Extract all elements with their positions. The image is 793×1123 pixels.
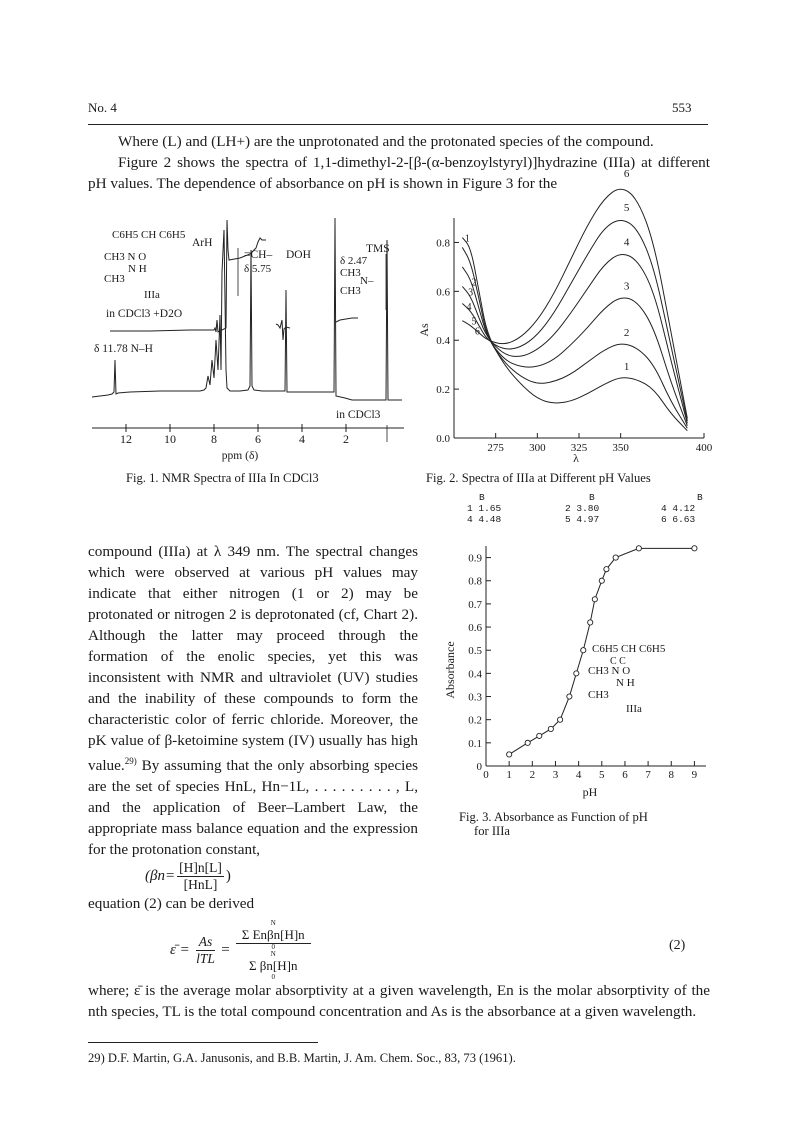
fig3-y-tick-label: 0: [476, 761, 482, 773]
fig2-y-tick-label: 0.6: [436, 286, 450, 299]
page-number: 553: [672, 100, 692, 115]
fig2-series-line-6: [462, 189, 687, 418]
fig3-struct-ch3: CH3: [588, 689, 609, 701]
fig2-legend-val: 3.80: [576, 503, 600, 514]
fig3-struct-n: N H: [616, 677, 635, 689]
fig1-struct-n: N H: [128, 263, 147, 275]
footnote-rule: [88, 1042, 318, 1043]
fig2-legend-val: 1.65: [478, 503, 502, 514]
fig1-tick-12: 12: [120, 432, 132, 446]
fig2-curve-label-left: 3: [468, 287, 474, 299]
running-header-left: No. 4: [88, 100, 117, 115]
equation-2: [170, 920, 311, 981]
fig1-nme-ch3a: CH3: [340, 267, 361, 279]
fig3-x-tick-label: 6: [622, 769, 628, 781]
fig3-data-point: [537, 733, 542, 738]
eq2-denominator: Σ βn[H]n: [248, 958, 298, 973]
intro-paragraph-2: Figure 2 shows the spectra of 1,1-dimethyl-2-[β-(α-benzoylstyryl)]hydrazine (IIIa) at different pH values. The dependence of absorbance on pH is shown in Figure 3 for the: [88, 154, 710, 192]
fig2-y-tick-label: 0.4: [436, 335, 450, 348]
fig3-data-point: [588, 620, 593, 625]
fig3-y-tick-label: 0.8: [468, 575, 482, 588]
eq2-sum-top-2: N: [270, 950, 276, 958]
fig3-data-point: [581, 648, 586, 653]
figure-3-absorbance-ph: [440, 540, 712, 802]
fig1-tms-label: TMS: [366, 243, 390, 255]
fig2-x-label: λ: [573, 451, 579, 465]
fig3-x-tick-label: 5: [599, 769, 605, 781]
fig3-y-tick-label: 0.4: [468, 668, 482, 681]
fig1-cdcl3-label: in CDCl3: [336, 409, 381, 421]
fig2-curve-label-right: 5: [623, 202, 630, 215]
fig2-legend-num: 4: [467, 514, 473, 525]
fig3-caption-line-1: Fig. 3. Absorbance as Function of pH: [459, 810, 648, 824]
fig3-y-tick-label: 0.2: [468, 714, 482, 727]
fig3-data-point: [525, 740, 530, 745]
fig1-ch-label: =CH–: [244, 249, 273, 261]
bottom-paragraph: where; ε̄ is the average molar absorptivity at a given wavelength, En is the molar absorptivity of the nth species, TL is the total compound concentration and As is the absorbance at a given wavelength.: [88, 982, 710, 1020]
fig2-series-line-1: [462, 238, 687, 431]
eq2-fraction-2: [236, 920, 311, 981]
fig1-nh-label: δ 11.78 N–H: [94, 343, 153, 355]
fig2-curve-label-right: 6: [623, 167, 630, 180]
fig2-legend-head-3: B: [697, 492, 703, 503]
fig2-legend-num: 2: [565, 503, 571, 514]
equation-beta: [145, 860, 231, 893]
fig2-curve-label-left: 4: [466, 302, 472, 313]
eq1-denominator: [HnL]: [183, 877, 218, 892]
fig3-y-tick-label: 0.7: [468, 598, 482, 611]
fig3-x-tick-label: 2: [529, 769, 536, 781]
fig2-curve-label-right: 3: [623, 280, 630, 293]
fig3-data-point: [636, 546, 641, 551]
eq2-sum-top: N: [270, 919, 276, 927]
fig2-legend-row-2: [467, 514, 707, 525]
eq1-numerator: [H]n[L]: [179, 860, 222, 875]
fig2-curve-label-right: 1: [623, 361, 630, 373]
fig1-solvent-label: in CDCl3 +D2O: [106, 308, 183, 320]
fig1-arh-label: ArH: [192, 237, 213, 249]
fig3-data-point: [604, 567, 609, 572]
fig3-struct-cc: C C: [610, 656, 626, 667]
reference-29: 29): [124, 756, 137, 766]
eq2-numerator: Σ Enβn[H]n: [236, 927, 311, 944]
fig2-curve-label-right: 2: [623, 326, 630, 339]
fig3-data-point: [548, 726, 553, 731]
fig2-legend-num: 4: [661, 503, 667, 514]
fig1-struct-top: C6H5 CH C6H5: [112, 229, 186, 241]
fig1-tick-10: 10: [164, 432, 176, 446]
fig2-series-line-4: [462, 255, 687, 424]
fig2-y-tick-label: 0.0: [436, 433, 450, 445]
left-column-text: [88, 541, 418, 860]
figure-1-caption: Fig. 1. NMR Spectra of IIIa In CDCl3: [126, 471, 319, 485]
fig2-curves: [462, 189, 687, 430]
fig2-legend: [467, 492, 707, 525]
fig1-struct-mid: CH3 N O: [104, 251, 147, 263]
fig1-compound-label: IIIa: [144, 289, 160, 301]
fig2-legend-row-1: [467, 503, 707, 514]
eq2-f1-num: As: [196, 934, 216, 951]
fig3-x-tick-label: 3: [552, 769, 559, 781]
fig3-data-point: [567, 694, 572, 699]
figure-3-caption: [459, 810, 648, 838]
fig2-legend-num: 1: [467, 503, 473, 514]
fig3-x-label: pH: [582, 785, 598, 799]
fig1-nme-n: N–: [360, 275, 374, 287]
intro-text: [88, 131, 710, 194]
fig3-x-tick-label: 0: [483, 769, 489, 781]
fig1-ch-shift: δ 5.75: [244, 263, 272, 275]
fig3-data-point: [692, 546, 697, 551]
eq1-rparen: ): [225, 868, 231, 884]
fig3-x-tick-label: 4: [575, 769, 582, 781]
fig1-tick-6: 6: [255, 432, 261, 446]
fig3-y-tick-label: 0.1: [468, 737, 482, 750]
fig3-struct-name: IIIa: [626, 703, 642, 715]
fig2-series-line-2: [462, 247, 687, 428]
fig2-x-tick-label: 350: [612, 442, 629, 454]
eq2-equals: =: [221, 942, 230, 958]
figure-2-uv-spectra: [417, 167, 713, 468]
eq2-f1-den: lTL: [196, 951, 215, 966]
body-text-1: compound (IIIa) at λ 349 nm. The spectral changes which were observed at various pH values may indicate that either nitrogen (1 or 2) may be protonated or nitrogen 2 is deprotonated (cf, Chart 2). Although the latter may proceed through the formation of the enolic species, yet this was inconsistent with NMR and ultraviolet (UV) studies and the inability of these compounds to form the characteristic color of ferric chloride. Moreover, the pK value of β-ketoimine system (IV) usually has high value.: [88, 543, 418, 775]
header-rule: [88, 124, 708, 125]
fig2-curve-label-left: 2: [471, 277, 477, 289]
fig2-legend-val: 4.12: [672, 503, 696, 514]
fig2-y-label: As: [417, 323, 431, 337]
eq1-fraction: [177, 860, 224, 893]
fig3-axes: [468, 546, 706, 781]
fig3-data-point: [613, 555, 618, 560]
fig1-struct-ch3: CH3: [104, 273, 125, 285]
fig3-caption-line-2: for IIIa: [474, 824, 511, 838]
fig1-tick-4: 4: [299, 432, 305, 446]
fig2-x-tick-label: 325: [570, 442, 588, 454]
fig2-legend-val: 4.48: [478, 514, 502, 525]
eq2-lhs: ε̄ =: [170, 942, 190, 958]
fig2-x-tick-label: 400: [695, 442, 713, 454]
fig3-data-point: [599, 578, 604, 583]
fig3-struct-mid: CH3 N O: [588, 665, 631, 677]
eq2-fraction-1: [196, 934, 216, 967]
figure-1-nmr-spectrum: [90, 210, 408, 462]
fig2-y-tick-label: 0.8: [436, 237, 450, 250]
fig3-x-tick-label: 7: [645, 769, 651, 781]
fig2-legend-num: 5: [565, 514, 571, 525]
fig2-legend-num: 6: [661, 514, 667, 525]
eq1-lhs: (βn=: [145, 868, 176, 884]
fig3-data-point: [592, 597, 597, 602]
fig2-x-tick-label: 300: [529, 442, 546, 454]
figure-2-caption: Fig. 2. Spectra of IIIa at Different pH Values: [426, 471, 651, 485]
fig1-nme-ch3b: CH3: [340, 285, 361, 297]
bottom-text: [88, 980, 710, 1022]
intro-paragraph-1: Where (L) and (LH+) are the unprotonated and the protonated species of the compound.: [118, 133, 654, 150]
fig2-curve-label-left: 5: [471, 316, 477, 328]
fig2-x-tick-label: 275: [487, 442, 504, 454]
fig2-curve-label-left: 1: [464, 233, 470, 245]
fig2-legend-header: [467, 492, 707, 503]
fig1-axis-label: ppm (δ): [221, 450, 259, 462]
eq2-sum-bot: 0: [271, 973, 275, 981]
eq2-sum-mid: 0: [271, 943, 275, 951]
fig1-doh-label: DOH: [286, 249, 311, 261]
fig3-data-point: [574, 671, 579, 676]
fig3-x-tick-label: 1: [506, 769, 512, 781]
fig3-x-tick-label: 9: [691, 769, 698, 781]
fig2-curve-label-left: 6: [474, 326, 480, 338]
fig1-tick-2: 2: [343, 432, 349, 446]
fig2-legend-head-1: B: [479, 492, 485, 503]
fig3-x-tick-label: 8: [668, 769, 675, 781]
fig2-y-tick-label: 0.2: [436, 384, 450, 397]
footnote-29: 29) D.F. Martin, G.A. Janusonis, and B.B. Martin, J. Am. Chem. Soc., 83, 73 (1961).: [88, 1051, 516, 1065]
fig3-y-tick-label: 0.6: [468, 622, 482, 635]
fig3-y-tick-label: 0.3: [468, 691, 482, 704]
fig1-tick-8: 8: [211, 432, 217, 446]
fig3-data-point: [507, 752, 512, 757]
fig3-data-point: [558, 717, 563, 722]
fig3-y-label: Absorbance: [443, 641, 457, 699]
fig2-legend-val: 6.63: [672, 514, 696, 525]
fig2-curve-label-right: 4: [623, 236, 630, 249]
fig3-y-tick-label: 0.5: [468, 645, 482, 658]
equation-intro: equation (2) can be derived: [88, 895, 255, 912]
fig3-struct-top: C6H5 CH C6H5: [592, 643, 666, 655]
equation-number: (2): [669, 938, 686, 953]
fig2-legend-val: 4.97: [576, 514, 600, 525]
fig2-legend-head-2: B: [589, 492, 595, 503]
fig3-y-tick-label: 0.9: [468, 552, 482, 565]
body-text-2: By assuming that the only absorbing species are the set of species HnL, Hn−1L, . . . . . . . . . , L, and the application of Beer–Lambert Law, the appropriate mass balance equation and the expression for the protonation constant,: [88, 757, 418, 859]
fig1-nme-shift: δ 2.47: [340, 255, 368, 267]
